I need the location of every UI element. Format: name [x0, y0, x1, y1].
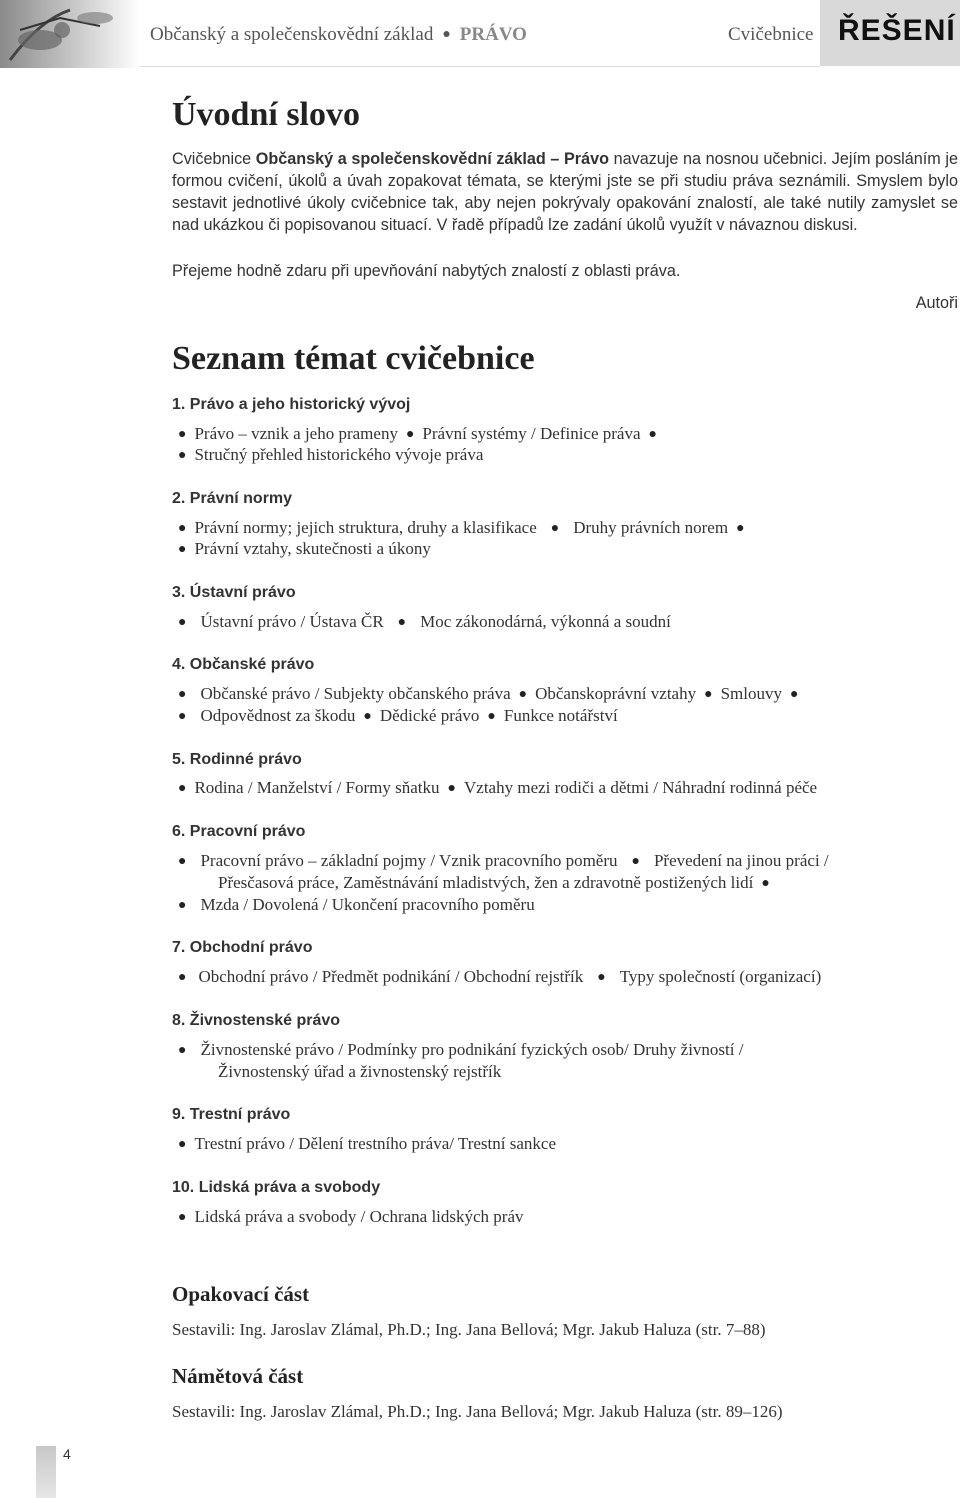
- topic-10-line-1: ● Lidská práva a svobody / Ochrana lidských práv: [178, 1207, 524, 1226]
- topic-2-item-a: Právní normy; jejich struktura, druhy a klasifikace: [194, 518, 537, 537]
- topic-10-title: 10. Lidská práva a svobody: [172, 1179, 381, 1196]
- header-subject-text: Občanský a společenskovědní základ: [150, 24, 434, 45]
- page-number: 4: [63, 1446, 71, 1462]
- topic-5-line-1: ● Rodina / Manželství / Formy sňatku ● Vztahy mezi rodiči a dětmi / Náhradní rodinná péče: [178, 778, 818, 797]
- topic-7-title: 7. Obchodní právo: [172, 939, 313, 956]
- topic-6-item-c: Přesčasová práce, Zaměstnávání mladistvých, žen a zdravotně postižených lidí: [218, 873, 754, 892]
- header-book-type: Cvičebnice: [728, 24, 814, 45]
- topic-4-item-e: Dědické právo: [379, 706, 480, 725]
- topic-6-line-3: ● Mzda / Dovolená / Ukončení pracovního poměru: [178, 895, 535, 914]
- solutions-badge: ŘEŠENÍ: [838, 14, 956, 47]
- topic-7-item-a: Obchodní právo / Předmět podnikání / Obchodní rejstřík: [198, 967, 584, 986]
- topic-3-item-b: Moc zákonodárná, výkonná a soudní: [420, 612, 671, 631]
- scales-of-justice-icon: [0, 0, 140, 68]
- topic-5-title: 5. Rodinné právo: [172, 751, 302, 768]
- topic-6-title: 6. Pracovní právo: [172, 823, 306, 840]
- topic-8-title: 8. Živnostenské právo: [172, 1012, 341, 1029]
- topic-2-title: 2. Právní normy: [172, 490, 293, 507]
- topic-7-line-1: ● Obchodní právo / Předmět podnikání / Obchodní rejstřík ● Typy společností (organizací): [178, 967, 822, 986]
- topic-9-title: 9. Trestní právo: [172, 1106, 291, 1123]
- idea-part-title: Námětová část: [172, 1364, 304, 1388]
- topic-4-item-a: Občanské právo / Subjekty občanského práva: [200, 684, 511, 703]
- topic-7-item-b: Typy společností (organizací): [619, 967, 822, 986]
- idea-part-authors: Sestavili: Ing. Jaroslav Zlámal, Ph.D.; Ing. Jana Bellová; Mgr. Jakub Haluza (str. 89–126): [172, 1402, 783, 1421]
- topic-4-line-1: ● Občanské právo / Subjekty občanského práva ● Občanskoprávní vztahy ● Smlouvy ●: [178, 684, 799, 703]
- topic-4-item-b: Občanskoprávní vztahy: [535, 684, 697, 703]
- topic-3-item-a: Ústavní právo / Ústava ČR: [200, 612, 384, 631]
- topic-8-line-1: ● Živnostenské právo / Podmínky pro podnikání fyzických osob/ Druhy živností /: [178, 1040, 744, 1059]
- intro-text-a: Cvičebnice: [172, 150, 256, 168]
- header-subject: [150, 24, 527, 46]
- topic-4-title: 4. Občanské právo: [172, 656, 315, 673]
- topics-title: Seznam témat cvičebnice: [172, 340, 535, 377]
- intro-title: Úvodní slovo: [172, 96, 360, 133]
- topic-2-line-1: ● Právní normy; jejich struktura, druhy a klasifikace ● Druhy právních norem ●: [178, 518, 745, 537]
- topic-6-line-1: ● Pracovní právo – základní pojmy / Vznik pracovního poměru ● Převedení na jinou práci /: [178, 851, 829, 870]
- intro-signature: Autoři: [915, 294, 958, 312]
- topic-4-line-2: ● Odpovědnost za škodu ● Dědické právo ● Funkce notářství: [178, 706, 618, 725]
- topic-1-item-c: Stručný přehled historického vývoje práva: [194, 445, 484, 464]
- intro-text-c: navazuje na nosnou učebnici. Jejím posláním je formou cvičení, úkolů a úvah zopakovat témata, se kterými jste se při studiu práva seznámili. Smyslem bylo sestavit jednotlivé úkoly cvičebnice tak, aby nejen pokrývaly opakování znalostí, ale také nutily zamyslet se nad ukázkou či popisovanou situací. V řadě případů lze zadání úkolů využít v návaznou diskusi.: [172, 150, 958, 234]
- topic-2-item-b: Druhy právních norem: [573, 518, 729, 537]
- topic-1-item-a: Právo – vznik a jeho prameny: [194, 424, 398, 443]
- topic-9-line-1: ● Trestní právo / Dělení trestního práva/ Trestní sankce: [178, 1134, 556, 1153]
- topic-4-item-f: Funkce notářství: [503, 706, 618, 725]
- topic-4-item-c: Smlouvy: [720, 684, 782, 703]
- intro-paragraph: [172, 148, 958, 236]
- topic-3-line-1: ● Ústavní právo / Ústava ČR ● Moc zákonodárná, výkonná a soudní: [178, 612, 671, 631]
- topic-3-title: 3. Ústavní právo: [172, 584, 296, 601]
- topic-8-line-2: [218, 1062, 501, 1082]
- header-section: PRÁVO: [459, 24, 527, 45]
- topic-4-item-d: Odpovědnost za škodu: [200, 706, 356, 725]
- topic-5-item-b: Vztahy mezi rodiči a dětmi / Náhradní rodinná péče: [464, 778, 818, 797]
- topic-6-line-2: Přesčasová práce, Zaměstnávání mladistvých, žen a zdravotně postižených lidí ●: [218, 873, 770, 892]
- topic-6-item-b: Převedení na jinou práci /: [653, 851, 829, 870]
- topic-10-item-a: Lidská práva a svobody / Ochrana lidských práv: [194, 1207, 524, 1226]
- repetition-part-title: Opakovací část: [172, 1282, 310, 1306]
- topic-1-line-1: ● Právo – vznik a jeho prameny ● Právní systémy / Definice práva ●: [178, 424, 657, 443]
- topic-9-item-a: Trestní právo / Dělení trestního práva/ Trestní sankce: [194, 1134, 556, 1153]
- bullet-icon: ●: [442, 27, 451, 42]
- topic-8-item-a: Živnostenské právo / Podmínky pro podnikání fyzických osob/ Druhy živností /: [200, 1040, 744, 1059]
- topic-1-title: 1. Právo a jeho historický vývoj: [172, 396, 411, 413]
- topic-1-line-2: ● Stručný přehled historického vývoje práva: [178, 445, 484, 464]
- page-header: [0, 0, 960, 70]
- topic-6-item-d: Mzda / Dovolená / Ukončení pracovního poměru: [200, 895, 535, 914]
- topic-2-line-2: ● Právní vztahy, skutečnosti a úkony: [178, 539, 431, 558]
- intro-text-bold: Občanský a společenskovědní základ – Právo: [255, 150, 609, 168]
- page-number-bar: [36, 1446, 56, 1498]
- repetition-part-authors: Sestavili: Ing. Jaroslav Zlámal, Ph.D.; Ing. Jana Bellová; Mgr. Jakub Haluza (str. 7–88): [172, 1320, 766, 1339]
- topic-6-item-a: Pracovní právo – základní pojmy / Vznik pracovního poměru: [200, 851, 618, 870]
- topic-2-item-c: Právní vztahy, skutečnosti a úkony: [194, 539, 431, 558]
- topic-5-item-a: Rodina / Manželství / Formy sňatku: [194, 778, 440, 797]
- topic-8-item-b: Živnostenský úřad a živnostenský rejstřík: [218, 1062, 502, 1081]
- topic-1-item-b: Právní systémy / Definice práva: [422, 424, 641, 443]
- header-divider: [140, 66, 820, 67]
- intro-wish: Přejeme hodně zdaru při upevňování nabytých znalostí z oblasti práva.: [172, 262, 681, 280]
